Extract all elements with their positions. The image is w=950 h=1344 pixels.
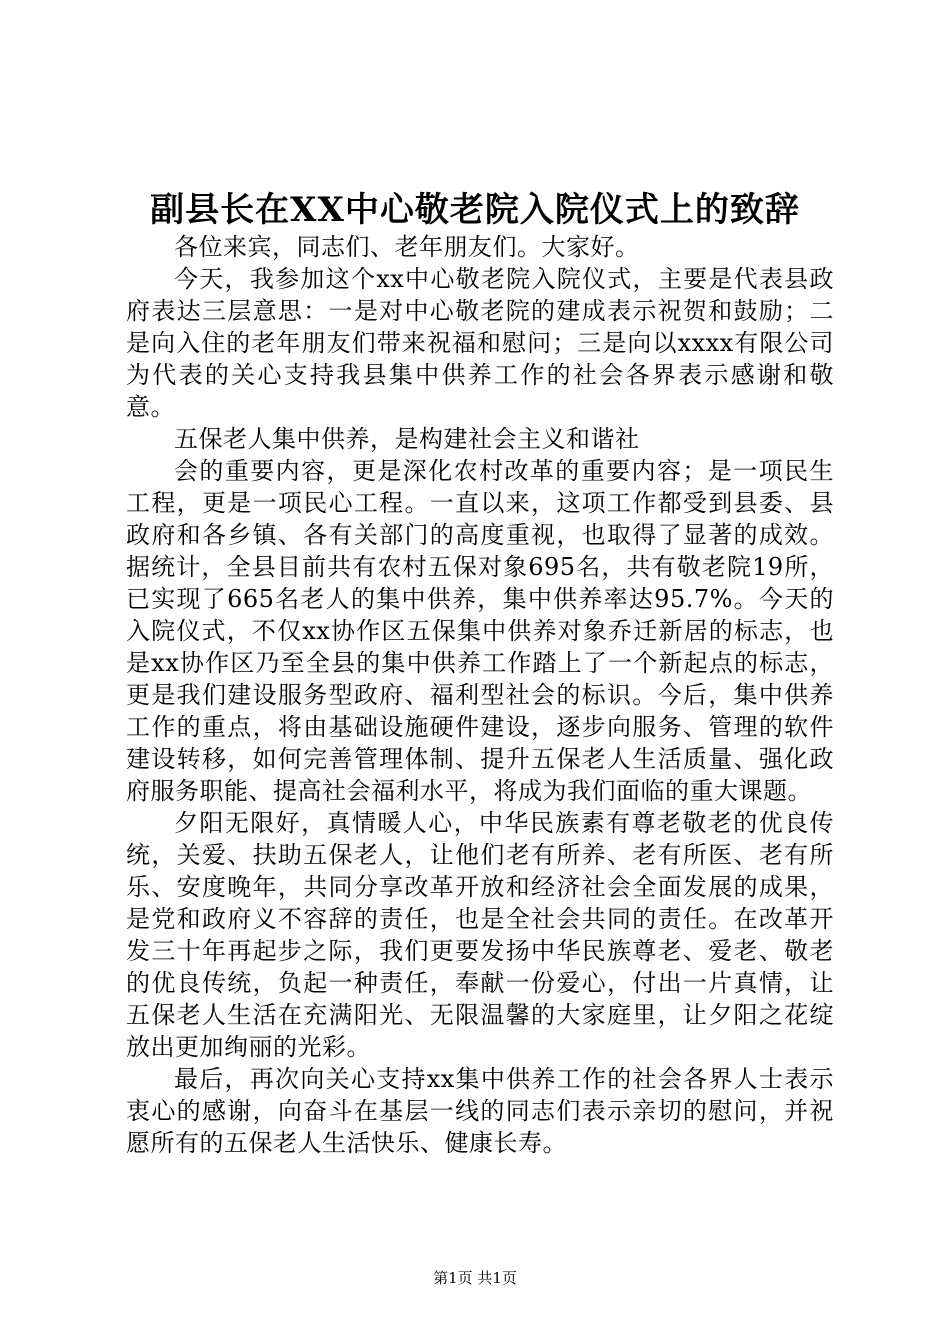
paragraph-tradition: 夕阳无限好，真情暖人心，中华民族素有尊老敬老的优良传统，关爱、扶助五保老人，让他们老有所养、老有所医、老有所乐、安度晚年，共同分享改革开放和经济社会全面发展的成果，是党和政府义不容辞的责任，也是全社会共同的责任。在改革开发三十年再起步之际，我们更要发扬中华民族尊老、爱老、敬老的优良传统，负起一种责任，奉献一份爱心，付出一片真情，让五保老人生活在充满阳光、无限温馨的大家庭里，让夕阳之花绽放出更加绚丽的光彩。 — [126, 809, 834, 1061]
paragraph-intro: 今天，我参加这个xx中心敬老院入院仪式，主要是代表县政府表达三层意思：一是对中心敬老院的建成表示祝贺和鼓励；二是向入住的老年朋友们带来祝福和慰问；三是向以xxxx有限公司为代表的关心支持我县集中供养工作的社会各界表示感谢和敬意。 — [126, 265, 834, 421]
paragraph-greeting: 各位来宾，同志们、老年朋友们。大家好。 — [174, 233, 640, 261]
page-number-footer: 第1页 共1页 — [433, 1269, 517, 1287]
paragraph-wubao-heading: 五保老人集中供养，是构建社会主义和谐社 — [174, 425, 640, 453]
paragraph-closing: 最后，再次向关心支持xx集中供养工作的社会各界人士表示衷心的感谢，向奋斗在基层一线的同志们表示亲切的慰问，并祝愿所有的五保老人生活快乐、健康长寿。 — [126, 1065, 834, 1157]
document-body — [126, 231, 834, 1159]
paragraph-importance: 会的重要内容，更是深化农村改革的重要内容；是一项民生工程，更是一项民心工程。一直以来，这项工作都受到县委、县政府和各乡镇、各有关部门的高度重视，也取得了显著的成效。据统计，全县目前共有农村五保对象695名，共有敬老院19所，已实现了665名老人的集中供养，集中供养率达95.7%。今天的入院仪式，不仅xx协作区五保集中供养对象乔迁新居的标志，也是xx协作区乃至全县的集中供养工作踏上了一个新起点的标志，更是我们建设服务型政府、福利型社会的标识。今后，集中供养工作的重点，将由基础设施硬件建设，逐步向服务、管理的软件建设转移，如何完善管理体制、提升五保老人生活质量、强化政府服务职能、提高社会福利水平，将成为我们面临的重大课题。 — [126, 457, 834, 805]
document-title: 副县长在XX中心敬老院入院仪式上的致辞 — [150, 190, 800, 230]
